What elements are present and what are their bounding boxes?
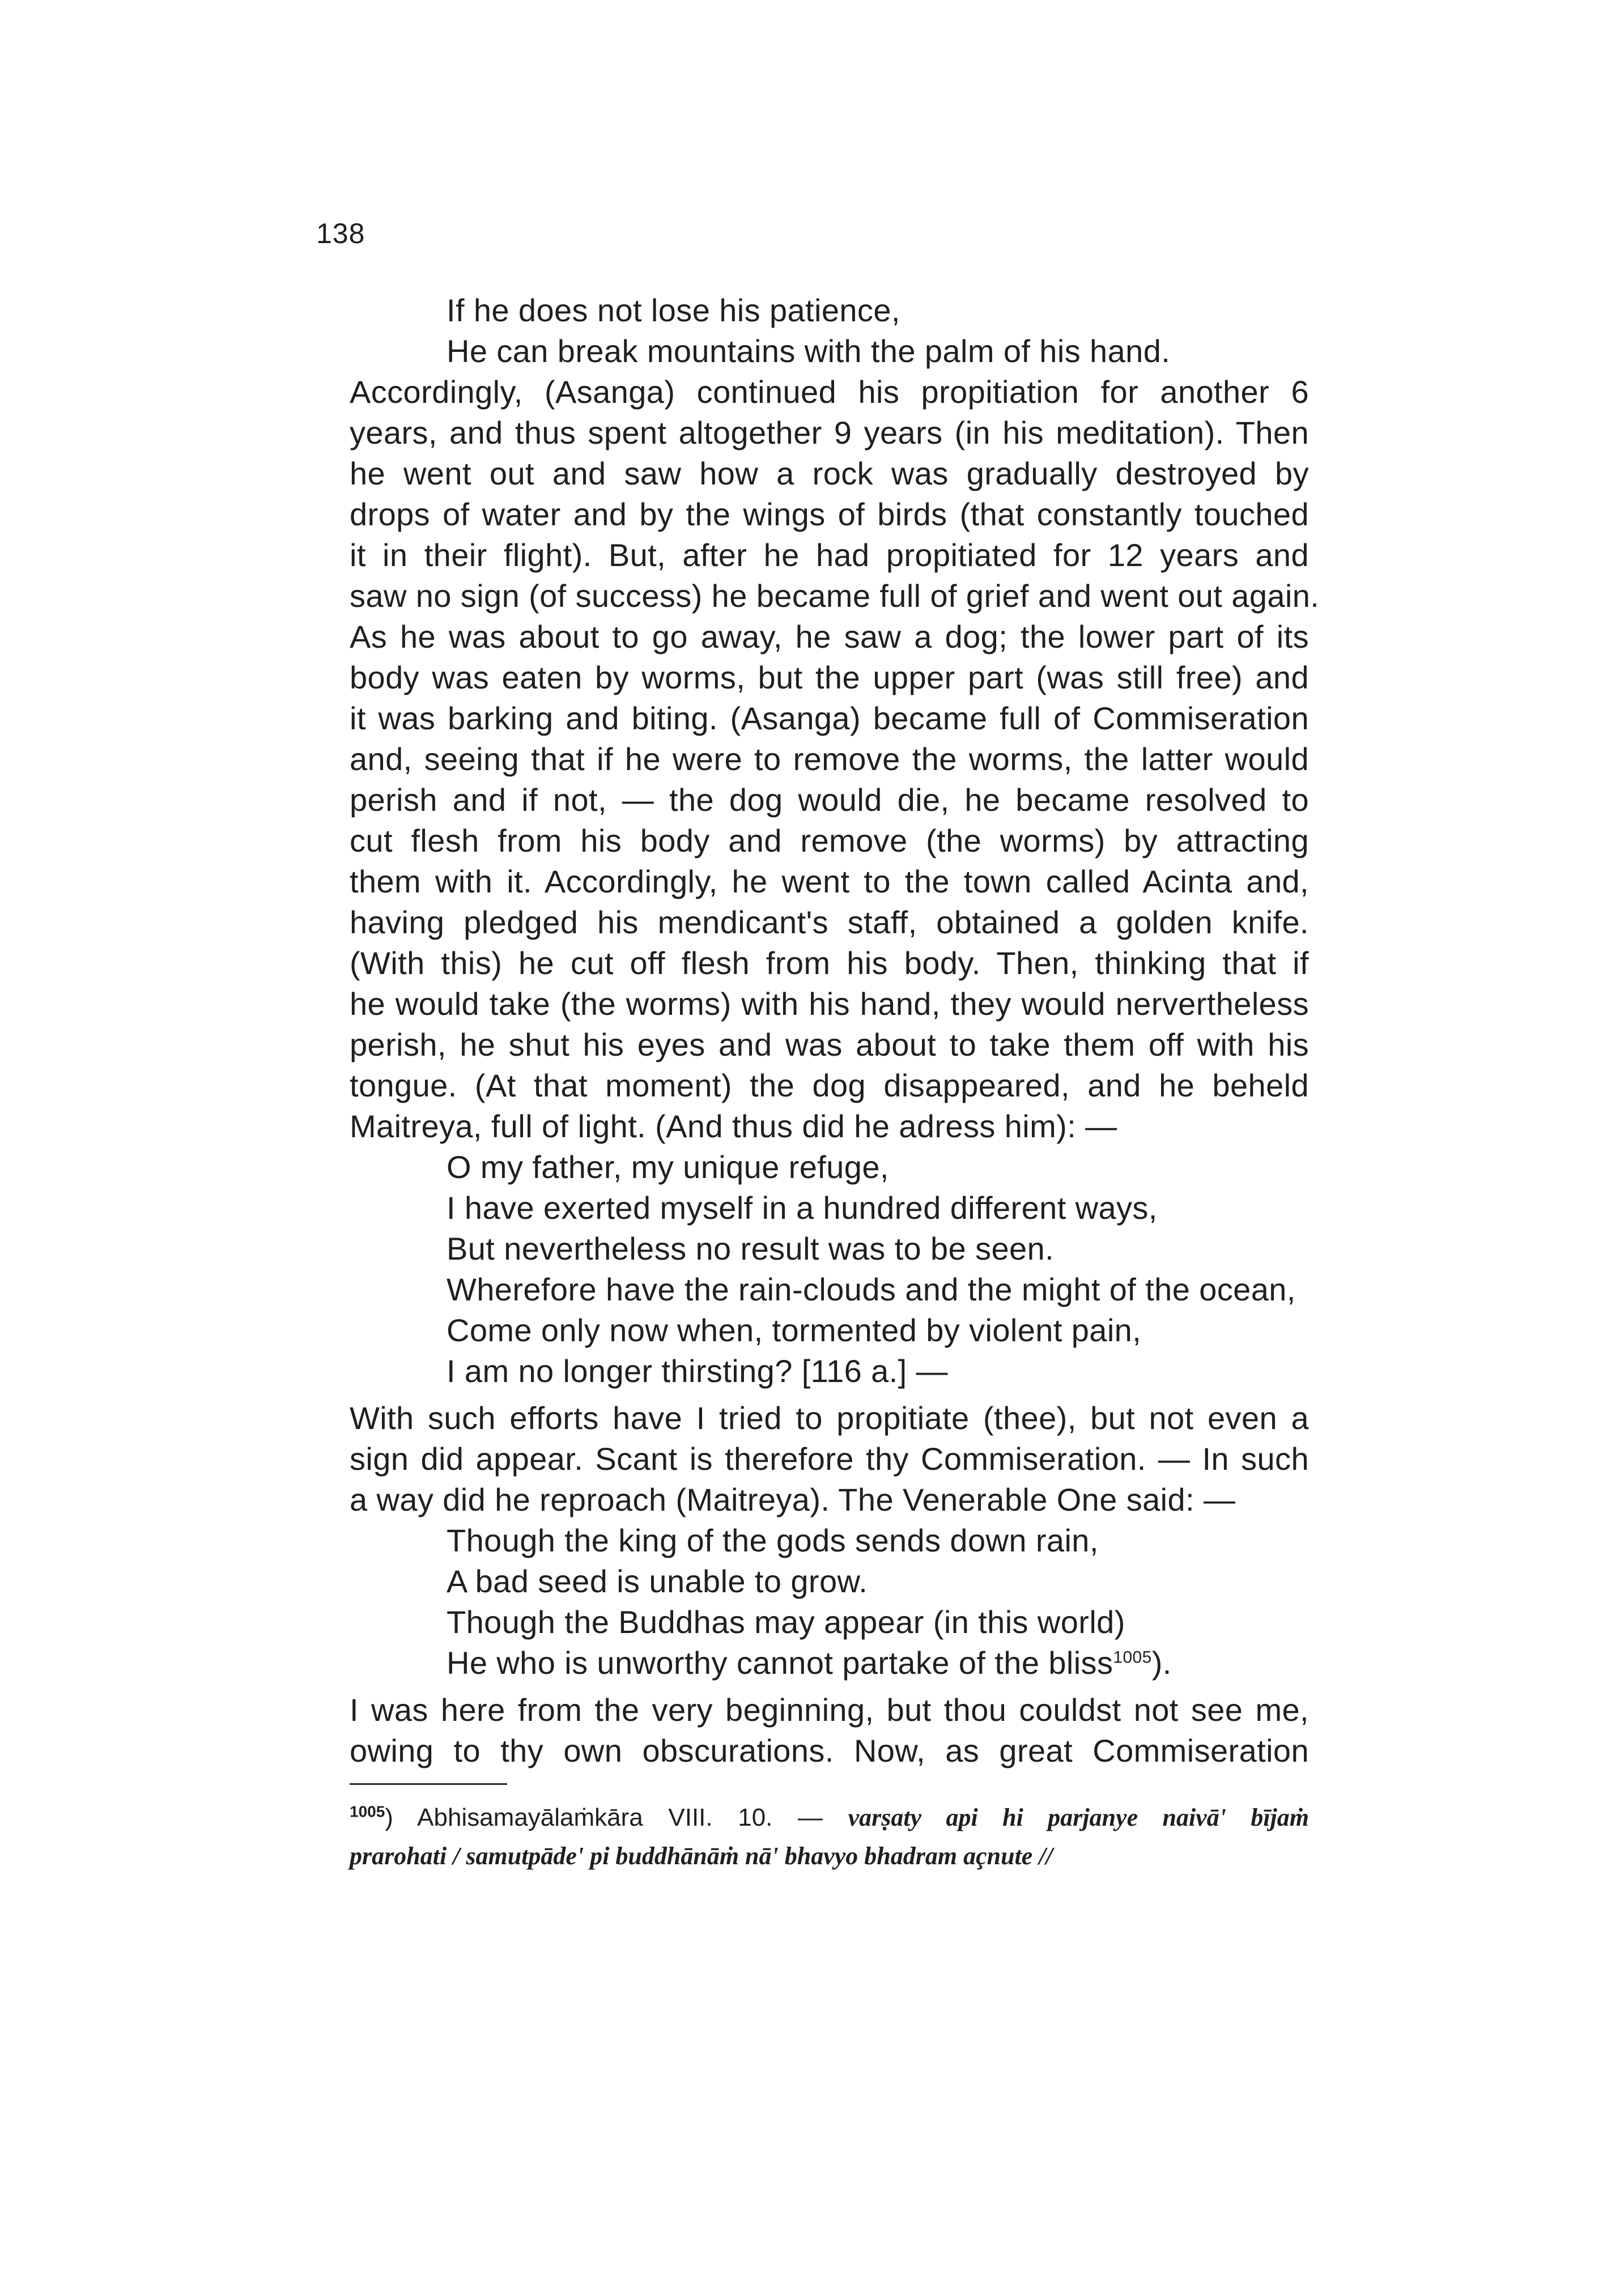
footnote-source: Abhisamayālaṁkāra VIII. 10. — bbox=[417, 1804, 823, 1831]
prose-line: it in their flight). But, after he had propitiated for 12 years and bbox=[350, 537, 1309, 573]
verse-line: I have exerted myself in a hundred different ways, bbox=[447, 1190, 1158, 1226]
prose-line: perish, he shut his eyes and was about to take them off with his bbox=[350, 1027, 1309, 1062]
prose-line: years, and thus spent altogether 9 years (in his meditation). Then bbox=[350, 415, 1309, 450]
prose-line: As he was about to go away, he saw a dog; the lower part of its bbox=[350, 619, 1309, 654]
prose-line: them with it. Accordingly, he went to the town called Acinta and, bbox=[350, 864, 1309, 899]
prose-line: Accordingly, (Asanga) continued his propitiation for another 6 bbox=[350, 374, 1309, 410]
footnote-reference[interactable]: 1005 bbox=[1113, 1648, 1152, 1667]
footnote-paren: ) bbox=[385, 1804, 393, 1831]
prose-line: (With this) he cut off flesh from his body. Then, thinking that if bbox=[350, 945, 1309, 981]
prose-line: saw no sign (of success) he became full of grief and went out again. bbox=[350, 578, 1320, 614]
prose-line: I was here from the very beginning, but thou couldst not see me, bbox=[350, 1692, 1309, 1728]
footnote-line bbox=[350, 1839, 1309, 1873]
footnote-quote: varṣaty api hi parjanye naivā' bījaṁ bbox=[848, 1804, 1309, 1831]
prose-line: With such efforts have I tried to propitiate (thee), but not even a bbox=[350, 1400, 1309, 1436]
verse-line: He can break mountains with the palm of his hand. bbox=[447, 333, 1171, 369]
footnote-quote: prarohati / samutpāde' pi buddhānāṁ nā' bhavyo bhadram açnute // bbox=[350, 1842, 1053, 1870]
verse-line: Come only now when, tormented by violent pain, bbox=[447, 1312, 1142, 1348]
prose-line: having pledged his mendicant's staff, obtained a golden knife. bbox=[350, 904, 1309, 940]
verse-line: Though the king of the gods sends down rain, bbox=[447, 1523, 1099, 1558]
footnote-divider bbox=[350, 1783, 507, 1785]
prose-line: he would take (the worms) with his hand, they would nervertheless bbox=[350, 986, 1309, 1022]
prose-line: he went out and saw how a rock was gradually destroyed by bbox=[350, 456, 1309, 491]
prose-line: a way did he reproach (Maitreya). The Venerable One said: — bbox=[350, 1482, 1236, 1517]
verse-text: He who is unworthy cannot partake of the bliss bbox=[447, 1645, 1113, 1681]
prose-line: perish and if not, — the dog would die, he became resolved to bbox=[350, 782, 1309, 818]
verse-line: But nevertheless no result was to be seen. bbox=[447, 1231, 1055, 1266]
prose-line: tongue. (At that moment) the dog disappeared, and he beheld bbox=[350, 1068, 1309, 1103]
verse-line: Though the Buddhas may appear (in this world) bbox=[447, 1604, 1125, 1640]
prose-line: drops of water and by the wings of birds (that constantly touched bbox=[350, 496, 1309, 532]
prose-line: owing to thy own obscurations. Now, as great Commiseration bbox=[350, 1733, 1309, 1768]
verse-line: I am no longer thirsting? [116 a.] — bbox=[447, 1353, 948, 1389]
footnote-number: 1005 bbox=[350, 1802, 385, 1821]
verse-line: Wherefore have the rain-clouds and the might of the ocean, bbox=[447, 1272, 1296, 1307]
prose-line: cut flesh from his body and remove (the worms) by attracting bbox=[350, 823, 1309, 858]
verse-line: A bad seed is unable to grow. bbox=[447, 1563, 868, 1599]
prose-line: sign did appear. Scant is therefore thy Commiseration. — In such bbox=[350, 1441, 1309, 1477]
page-number: 138 bbox=[316, 218, 365, 249]
prose-line: Maitreya, full of light. (And thus did he adress him): — bbox=[350, 1108, 1117, 1144]
prose-line: body was eaten by worms, but the upper part (was still free) and bbox=[350, 660, 1309, 695]
prose-line: and, seeing that if he were to remove the worms, the latter would bbox=[350, 741, 1309, 777]
verse-line: If he does not lose his patience, bbox=[447, 292, 900, 328]
verse-line-with-footnote bbox=[447, 1643, 1172, 1683]
verse-end: ). bbox=[1151, 1645, 1172, 1681]
verse-line: O my father, my unique refuge, bbox=[447, 1149, 889, 1185]
prose-line: it was barking and biting. (Asanga) became full of Commiseration bbox=[350, 700, 1309, 736]
footnote-line bbox=[350, 1801, 1309, 1835]
